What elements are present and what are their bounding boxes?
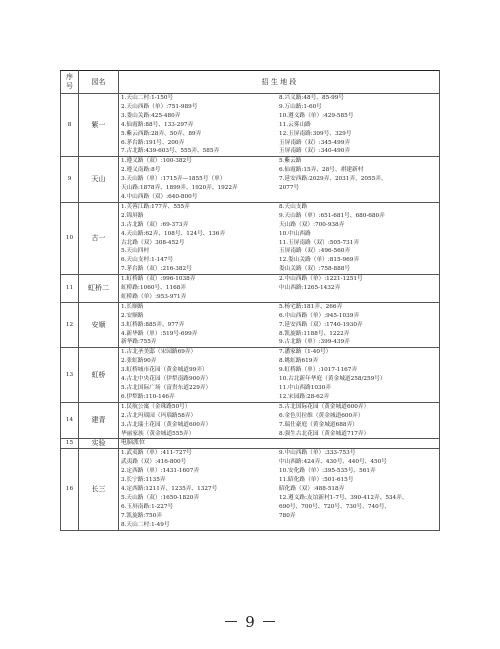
area-line: 5.紫云西路:28弄、50弄、89弄	[121, 130, 202, 137]
area-line: 1.遵义路（双）:100-382号	[121, 158, 192, 165]
area-line: 2.锦屏路	[121, 212, 144, 219]
area-line: 9.中山西路（单）:333-753号	[279, 450, 356, 457]
area-line: 5.天山四村	[121, 248, 150, 255]
area-line: 8.天山支路	[279, 203, 308, 210]
area-line: 7.延安西路（双）:1740-1930弄	[279, 321, 363, 328]
table-row	[61, 439, 440, 449]
area-line: 7.瑞仕豪庭（黄金城道688弄）	[279, 421, 358, 428]
area-columns	[121, 449, 437, 529]
area-line: 5.杨宅路:181弄、266弄	[279, 303, 343, 310]
area-line: 3.古北路（双）:69-373弄	[121, 221, 189, 228]
area-line: 10.安化路（单）:395-535号、561弄	[279, 468, 376, 475]
header-school: 园名	[79, 71, 119, 94]
area-line: 8.天山二村:1-49号	[121, 521, 170, 528]
area-column-right	[279, 348, 437, 401]
area-line: 6.仙霞路:15弄、28号、祺建新村	[279, 167, 364, 174]
area-line: 1.民航公寓（金珠路50号）	[121, 403, 191, 410]
area-column-left	[121, 275, 279, 302]
enrollment-zone-table	[60, 70, 440, 531]
table-row	[61, 275, 440, 303]
area-line: 9.古北路（单）:399-439弄	[279, 339, 350, 346]
area-line: 2077号	[279, 185, 300, 192]
area-column-right	[279, 303, 437, 348]
table-header-row	[61, 71, 440, 94]
area-line: 7.凯旋路:750弄	[121, 512, 162, 519]
area-line: 9.虹桥路（单）:1017-1167弄	[279, 367, 358, 374]
row-number: 8	[61, 94, 79, 157]
area-line: 7.潘家路（1-40号）	[279, 349, 332, 356]
area-line: 12.娄山关路（单）:815-969弄	[279, 257, 360, 264]
table-row	[61, 202, 440, 274]
area-line: 2.定西路（单）:1431-1607弄	[121, 468, 200, 475]
area-line: 娄山关路（双）:758-888号	[279, 266, 351, 273]
area-line: 5.古北国际花园（黄金城道600弄）	[279, 403, 370, 410]
area-line: 玉屏南路（双）:340-490弄	[279, 148, 351, 155]
area-columns	[121, 203, 437, 274]
row-number: 9	[61, 157, 79, 203]
area-line: 2.天山西路（单）:751-989号	[121, 103, 198, 110]
area-note: 电脑派位	[119, 439, 440, 449]
area-line: 11.玉屏南路（双）:505-731弄	[279, 239, 360, 246]
area-line: 7.茅台路（双）:216-382号	[121, 266, 192, 273]
school-name: 天山	[79, 157, 119, 203]
area-line: 8.凯旋路:1188号、1222弄	[279, 330, 350, 337]
area-line: 4.定西路:1211弄、1235弄、1327号	[121, 485, 218, 492]
area-line: 9.天山路（单）:651-681号、680-680弄	[279, 212, 385, 219]
area-line: 5.天山路（双）:1650-1820弄	[121, 494, 200, 501]
page-number: 9	[245, 612, 255, 631]
area-line: 古北路（双）308-452号	[121, 239, 185, 246]
page-footer	[0, 607, 500, 631]
area-line: 2.古北玛瑙园（玛瑙路58弄）	[121, 412, 197, 419]
area-line: 1.古北圣美邸（宋园路69弄）	[121, 349, 197, 356]
area-cell	[119, 202, 440, 274]
area-line: 玉屏南路（双）:496-560弄	[279, 248, 351, 255]
area-line: 虹桥路（单）:953-971弄	[121, 293, 187, 300]
area-line: 3.虹桥城市花园（黄金城道99弄）	[121, 367, 208, 374]
area-line: 8.兴义路:48号、85-99号	[279, 95, 345, 101]
area-cell	[119, 402, 440, 439]
area-cell	[119, 449, 440, 530]
area-line: 虹桥路:1060号、1168弄	[121, 285, 186, 292]
row-number: 10	[61, 202, 79, 274]
area-line: 690号、700号、720号、730号、740号、	[279, 503, 391, 510]
row-number: 12	[61, 302, 79, 348]
school-name: 紫一	[79, 94, 119, 157]
area-line: 10.遵义路（单）:429-585号	[279, 112, 354, 119]
school-name: 实验	[79, 439, 119, 449]
area-cell	[119, 275, 440, 303]
area-line: 2.张虹路90弄	[121, 358, 157, 365]
area-line: 3.虹桥路:885弄、977弄	[121, 321, 185, 328]
school-name: 虹桥二	[79, 275, 119, 303]
area-column-left	[121, 403, 279, 439]
area-line: 1.长顺路	[121, 303, 144, 310]
area-line: 6.伊犁路:110-146弄	[121, 393, 175, 400]
area-line: 10.古北新年华庭（黄金城道258/259号）	[279, 376, 386, 383]
area-line: 1.虹桥路（双）:996-1038弄	[121, 276, 196, 283]
area-column-right	[279, 275, 437, 302]
area-line: 昭化路（双）:488-518弄	[279, 485, 345, 492]
area-line: 12.玉屏南路:309号、329号	[279, 130, 352, 137]
table-row	[61, 348, 440, 402]
row-number: 11	[61, 275, 79, 303]
area-line: 6.中山西路（单）:945-1039弄	[279, 312, 360, 319]
area-columns	[121, 348, 437, 401]
area-line: 11.中山西路1030弄	[279, 385, 331, 391]
table-row	[61, 402, 440, 439]
area-line: 2.中山西路（单）:1221-1251号	[279, 276, 363, 283]
area-line: 中山西路:424弄、430号、440号、450号	[279, 459, 387, 466]
area-line: 780弄	[279, 512, 296, 519]
area-cell	[119, 157, 440, 203]
table-row	[61, 157, 440, 203]
area-column-right	[279, 94, 437, 156]
area-column-left	[121, 303, 279, 348]
area-line: 华丽家族（黄金城道555弄）	[121, 430, 195, 437]
area-cell	[119, 348, 440, 402]
area-line: 5.古北国际广场（富贵东道229弄）	[121, 385, 212, 391]
area-line: 3.天山路（单）:1715弄—1855号（单）	[121, 176, 226, 183]
area-column-right	[279, 157, 437, 202]
area-line: 天山路（双）:700-938弄	[279, 221, 345, 228]
area-line: 天山路:1878弄、1899弄、1920弄、1922弄	[121, 185, 238, 192]
area-line: 1.武夷路（单）:411-727号	[121, 450, 192, 457]
table-row	[61, 449, 440, 530]
area-line: 6.金色贝拉维（黄金城道600弄）	[279, 412, 364, 419]
area-line: 玉屏南路（双）:345-499弄	[279, 139, 351, 146]
area-columns	[121, 94, 437, 156]
footer-dash-right	[263, 621, 275, 622]
area-line: 1.天山二村:1-150号	[121, 95, 174, 101]
area-line: 2.安顺路	[121, 312, 144, 319]
area-column-left	[121, 157, 279, 202]
area-column-left	[121, 203, 279, 274]
row-number: 14	[61, 402, 79, 439]
row-number: 15	[61, 439, 79, 449]
school-name: 古一	[79, 202, 119, 274]
footer-dash-left	[225, 621, 237, 622]
area-line: 4.天山路:62弄、108号、124号、136弄	[121, 230, 226, 237]
school-name: 长三	[79, 449, 119, 530]
header-area: 招 生 地 段	[119, 71, 440, 94]
area-column-right	[279, 449, 437, 529]
area-line: 12.宋园路:28-62弄	[279, 393, 330, 400]
area-line: 10.中山西路	[279, 230, 311, 237]
area-line: 4.古北中央花园（伊犁南路900弄）	[121, 376, 212, 383]
area-cell	[119, 302, 440, 348]
area-line: 7.古北路:439-603号、555弄、585弄	[121, 148, 220, 155]
area-line: 新华路:755弄	[121, 339, 157, 346]
area-line: 5.紫云路	[279, 158, 302, 165]
area-line: 6.天山支村:1-147号	[121, 257, 174, 264]
area-column-left	[121, 348, 279, 401]
school-name: 安顺	[79, 302, 119, 348]
area-line: 3.娄山关路:425-480弄	[121, 112, 181, 119]
school-name: 建青	[79, 402, 119, 439]
area-line: 武夷路（双）:416-800号	[121, 459, 187, 466]
area-line: 2.遵义南路:8号	[121, 167, 161, 174]
table-row	[61, 302, 440, 348]
area-line: 3.长宁路:1135弄	[121, 477, 166, 484]
area-line: 1.芙蓉江路:177弄、555弄	[121, 203, 190, 210]
area-line: 中山西路:1265-1432弄	[279, 285, 341, 292]
area-line: 7.延安西路:2029弄、2031弄、2055弄、	[279, 176, 387, 183]
area-columns	[121, 157, 437, 202]
area-columns	[121, 303, 437, 348]
area-line: 4.中山西路（双）:640-800号	[121, 193, 198, 200]
area-line: 3.古北瑞士花园（黄金城道600弄）	[121, 421, 212, 428]
area-column-right	[279, 203, 437, 274]
area-columns	[121, 275, 437, 302]
area-line: 4.新华路（单）:519号-699弄	[121, 330, 198, 337]
header-no: 序号	[61, 71, 79, 94]
area-line: 6.玉屏南路:1-227号	[121, 503, 174, 510]
area-cell	[119, 94, 440, 157]
area-line: 6.茅台路:191号、200弄	[121, 139, 185, 146]
area-column-left	[121, 94, 279, 156]
area-column-left	[121, 449, 279, 529]
area-line: 11.云雾山路	[279, 121, 311, 128]
row-number: 13	[61, 348, 79, 402]
area-line: 8.姚虹路619弄	[279, 358, 319, 365]
area-column-right	[279, 403, 437, 439]
area-line: 9.万山路:1-60号	[279, 103, 322, 110]
row-number: 16	[61, 449, 79, 530]
area-line: 8.强生古北花园（黄金城道717弄）	[279, 430, 370, 437]
school-name: 虹桥	[79, 348, 119, 402]
area-line: 11.昭化路（单）:501-615号	[279, 477, 354, 484]
area-line: 4.仙霞路:88号、133-297弄	[121, 121, 194, 128]
area-line: 12.遵义路:友谊新村1-7号、390-412弄、534弄、	[279, 494, 408, 501]
table-row	[61, 94, 440, 157]
area-columns	[121, 403, 437, 439]
